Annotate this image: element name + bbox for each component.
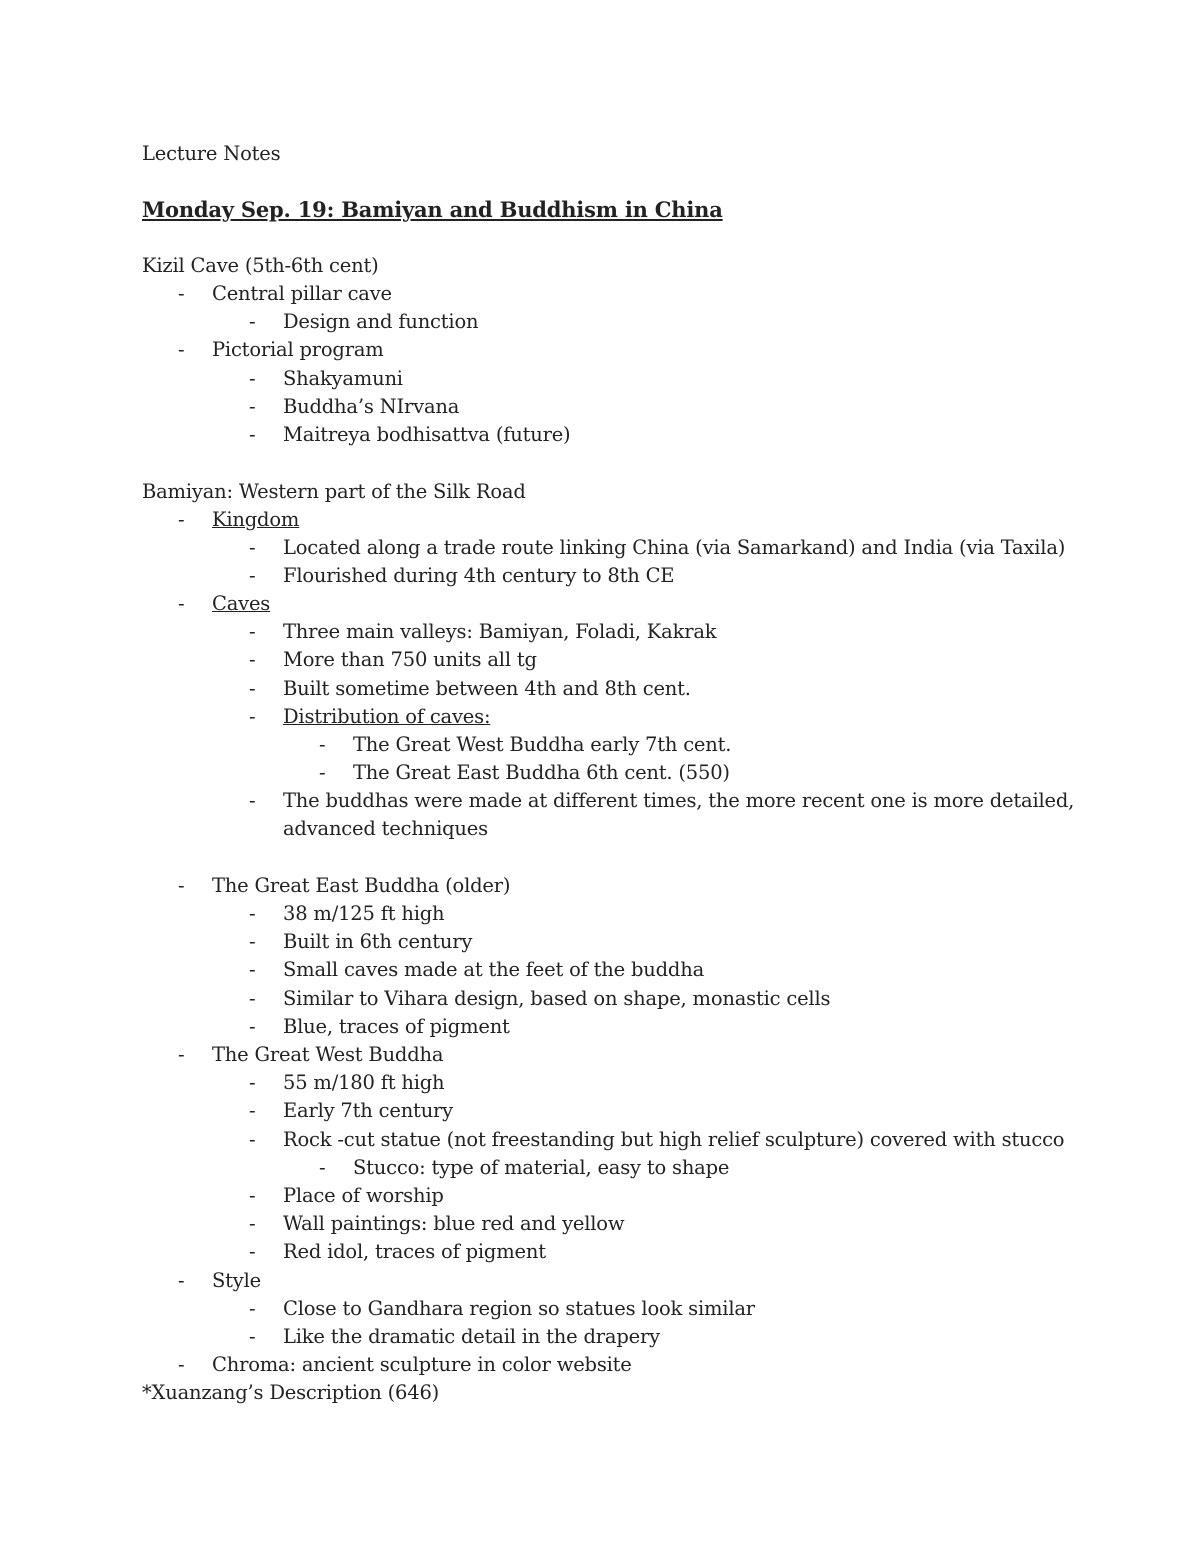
list-item: Like the dramatic detail in the drapery [283, 1325, 660, 1348]
list-item: Built in 6th century [283, 930, 473, 953]
bullet-dash: - [249, 1128, 256, 1151]
list-item: Wall paintings: blue red and yellow [283, 1212, 625, 1235]
distribution-subheading: Distribution of caves: [283, 705, 491, 728]
bullet-dash: - [249, 620, 256, 643]
list-item-continuation: advanced techniques [283, 817, 488, 840]
bullet-dash: - [178, 1043, 185, 1066]
list-item: Located along a trade route linking China (via Samarkand) and India (via Taxila) [283, 536, 1066, 559]
bullet-dash: - [249, 1099, 256, 1122]
bullet-dash: - [249, 1015, 256, 1038]
bullet-dash: - [249, 1184, 256, 1207]
west-buddha-subheading: The Great West Buddha [212, 1043, 444, 1066]
east-buddha-subheading: The Great East Buddha (older) [212, 874, 511, 897]
list-item: Red idol, traces of pigment [283, 1240, 546, 1263]
bullet-dash: - [178, 338, 185, 361]
style-subheading: Style [212, 1269, 261, 1292]
list-item: Chroma: ancient sculpture in color website [212, 1353, 632, 1376]
bullet-dash: - [249, 1071, 256, 1094]
bullet-dash: - [178, 282, 185, 305]
list-item: Close to Gandhara region so statues look similar [283, 1297, 755, 1320]
bullet-dash: - [249, 958, 256, 981]
bullet-dash: - [319, 733, 326, 756]
bullet-dash: - [319, 761, 326, 784]
document-title: Lecture Notes [142, 142, 281, 165]
bullet-dash: - [178, 1353, 185, 1376]
list-item: Maitreya bodhisattva (future) [283, 423, 571, 446]
lecture-heading: Monday Sep. 19: Bamiyan and Buddhism in China [142, 197, 723, 222]
list-item: Buddha’s NIrvana [283, 395, 460, 418]
list-item: Central pillar cave [212, 282, 392, 305]
bullet-dash: - [249, 789, 256, 812]
bullet-dash: - [319, 1156, 326, 1179]
list-item: Shakyamuni [283, 367, 403, 390]
bullet-dash: - [249, 987, 256, 1010]
bullet-dash: - [178, 508, 185, 531]
kizil-cave-heading: Kizil Cave (5th-6th cent) [142, 254, 379, 277]
list-item: Built sometime between 4th and 8th cent. [283, 677, 691, 700]
bullet-dash: - [249, 930, 256, 953]
bullet-dash: - [249, 1297, 256, 1320]
kingdom-subheading: Kingdom [212, 508, 300, 531]
list-item: Early 7th century [283, 1099, 453, 1122]
bullet-dash: - [249, 423, 256, 446]
list-item: Place of worship [283, 1184, 444, 1207]
list-item: The Great West Buddha early 7th cent. [353, 733, 732, 756]
bullet-dash: - [249, 1325, 256, 1348]
caves-subheading: Caves [212, 592, 271, 615]
list-item: Rock -cut statue (not freestanding but high relief sculpture) covered with stucco [283, 1128, 1065, 1151]
list-item: Stucco: type of material, easy to shape [353, 1156, 730, 1179]
xuanzang-note: *Xuanzang’s Description (646) [142, 1381, 440, 1404]
bullet-dash: - [249, 1240, 256, 1263]
bullet-dash: - [249, 367, 256, 390]
list-item: The buddhas were made at different times, the more recent one is more detailed, [283, 789, 1075, 812]
list-item: Flourished during 4th century to 8th CE [283, 564, 675, 587]
list-item: Three main valleys: Bamiyan, Foladi, Kakrak [283, 620, 717, 643]
bullet-dash: - [249, 1212, 256, 1235]
list-item: Blue, traces of pigment [283, 1015, 510, 1038]
list-item: 55 m/180 ft high [283, 1071, 445, 1094]
bullet-dash: - [249, 902, 256, 925]
list-item: The Great East Buddha 6th cent. (550) [353, 761, 730, 784]
list-item: Small caves made at the feet of the buddha [283, 958, 705, 981]
bamiyan-heading: Bamiyan: Western part of the Silk Road [142, 480, 526, 503]
bullet-dash: - [178, 592, 185, 615]
bullet-dash: - [249, 677, 256, 700]
bullet-dash: - [178, 1269, 185, 1292]
bullet-dash: - [249, 564, 256, 587]
list-item: Pictorial program [212, 338, 384, 361]
bullet-dash: - [249, 536, 256, 559]
bullet-dash: - [178, 874, 185, 897]
bullet-dash: - [249, 705, 256, 728]
list-item: More than 750 units all tg [283, 648, 537, 671]
bullet-dash: - [249, 395, 256, 418]
list-item: Design and function [283, 310, 479, 333]
list-item: Similar to Vihara design, based on shape, monastic cells [283, 987, 831, 1010]
bullet-dash: - [249, 310, 256, 333]
list-item: 38 m/125 ft high [283, 902, 445, 925]
bullet-dash: - [249, 648, 256, 671]
